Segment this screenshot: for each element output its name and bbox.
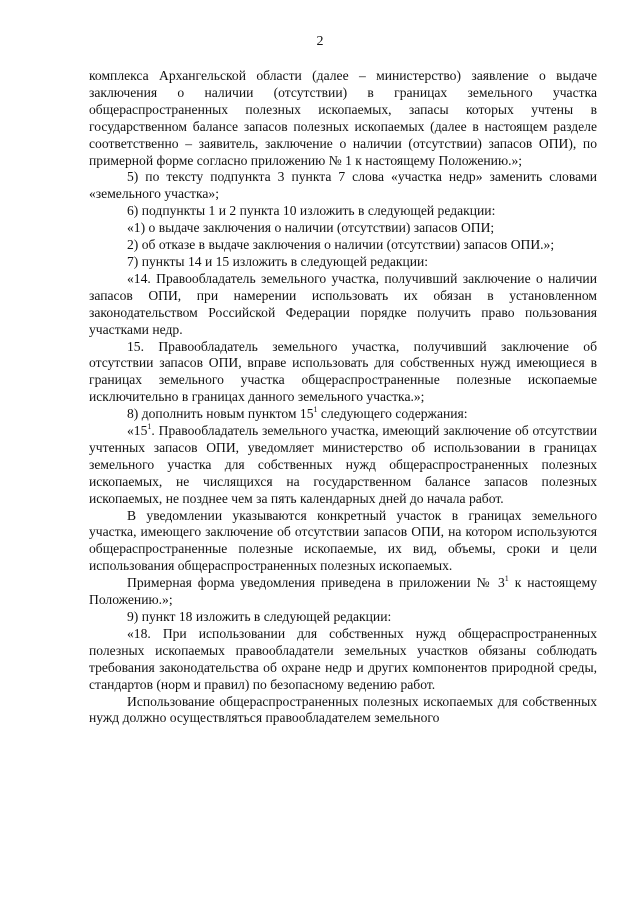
paragraph-item-6: 6) подпункты 1 и 2 пункта 10 изложить в следующей редакции: (127, 203, 496, 219)
superscript: 1 (147, 421, 152, 431)
paragraph-notification-form-text-before: Примерная форма уведомления приведена в приложении № 3 (127, 575, 505, 591)
superscript: 1 (313, 404, 318, 414)
paragraph-notification-form-text-after: к настоящему Положению.»; (89, 575, 597, 608)
paragraph-clause-15: 15. Правообладатель земельного участка, получивший заключение об отсутствии запасов ОПИ, вправе использовать для собственных нужд имеющиеся в границах земельного участка общераспространенные полезные ископаемые исключительно в границах данного земельного участка.»; (89, 338, 597, 405)
paragraph-clause-14: «14. Правообладатель земельного участка, получивший заключение о наличии запасов ОПИ, при намерении использовать их обязан в установленном законодательством Российской Федерации порядке получить право пользования участками недр. (89, 270, 597, 337)
paragraph-usage: Использование общераспространенных полезных ископаемых для собственных нужд должно осуществляться правообладателем земельного (89, 693, 597, 726)
paragraph-notification-content: В уведомлении указываются конкретный участок в границах земельного участка, имеющего заключение об отсутствии запасов ОПИ, на котором используются общераспространенные полезные ископаемые, их вид, объемы, сроки и цели использования общераспространенных полезных ископаемых. (89, 507, 597, 574)
paragraph-clause-15-1 (89, 423, 597, 508)
paragraph-item-8 (89, 406, 597, 423)
paragraph-clause-15-1-text-before: «15 (127, 423, 148, 439)
paragraph-item-9: 9) пункт 18 изложить в следующей редакции: (127, 609, 392, 624)
paragraph-clause-15-1-text-after: . Правообладатель земельного участка, имеющий заключение об отсутствии учтенных запасов ОПИ, уведомляет министерство об использовании в границах земельного участка для собственных нужд общераспространенных полезных ископаемых, не числящихся на государственном балансе запасов полезных ископаемых, не позднее чем за пять календарных дней до начала работ. (89, 423, 597, 506)
paragraph-item-7: 7) пункты 14 и 15 изложить в следующей редакции: (127, 253, 429, 269)
paragraph-continuation: комплекса Архангельской области (далее – министерство) заявление о выдаче заключения о наличии (отсутствии) в границах земельного участка общераспространенных полезных ископаемых, запасы которых учтены в государственном балансе запасов полезных ископаемых (далее в настоящем разделе соответственно – заявитель, заключение о наличии (отсутствии) запасов ОПИ), по примерной форме согласно приложению № 1 к настоящему Положению.»; (89, 68, 597, 168)
paragraph-clause-18: «18. При использовании для собственных нужд общераспространенных полезных ископаемых правообладатели земельных участков обязаны соблюдать требования законодательства об охране недр и других компонентов природной среды, стандартов (норм и правил) по безопасному ведению работ. (89, 625, 597, 692)
superscript: 1 (504, 573, 509, 583)
page-number: 2 (316, 34, 324, 49)
paragraph-item-5: 5) по тексту подпункта 3 пункта 7 слова «участка недр» заменить словами «земельного участка»; (89, 169, 597, 202)
paragraph-item-8-text-before: 8) дополнить новым пунктом 15 (127, 406, 314, 422)
paragraph-item-8-text-after: следующего содержания: (317, 406, 468, 422)
paragraph-subitem-1: «1) о выдаче заключения о наличии (отсутствии) запасов ОПИ; (127, 220, 495, 236)
document-body (89, 68, 597, 727)
paragraph-subitem-2: 2) об отказе в выдаче заключения о наличии (отсутствии) запасов ОПИ.»; (127, 237, 555, 253)
paragraph-notification-form (89, 575, 597, 609)
